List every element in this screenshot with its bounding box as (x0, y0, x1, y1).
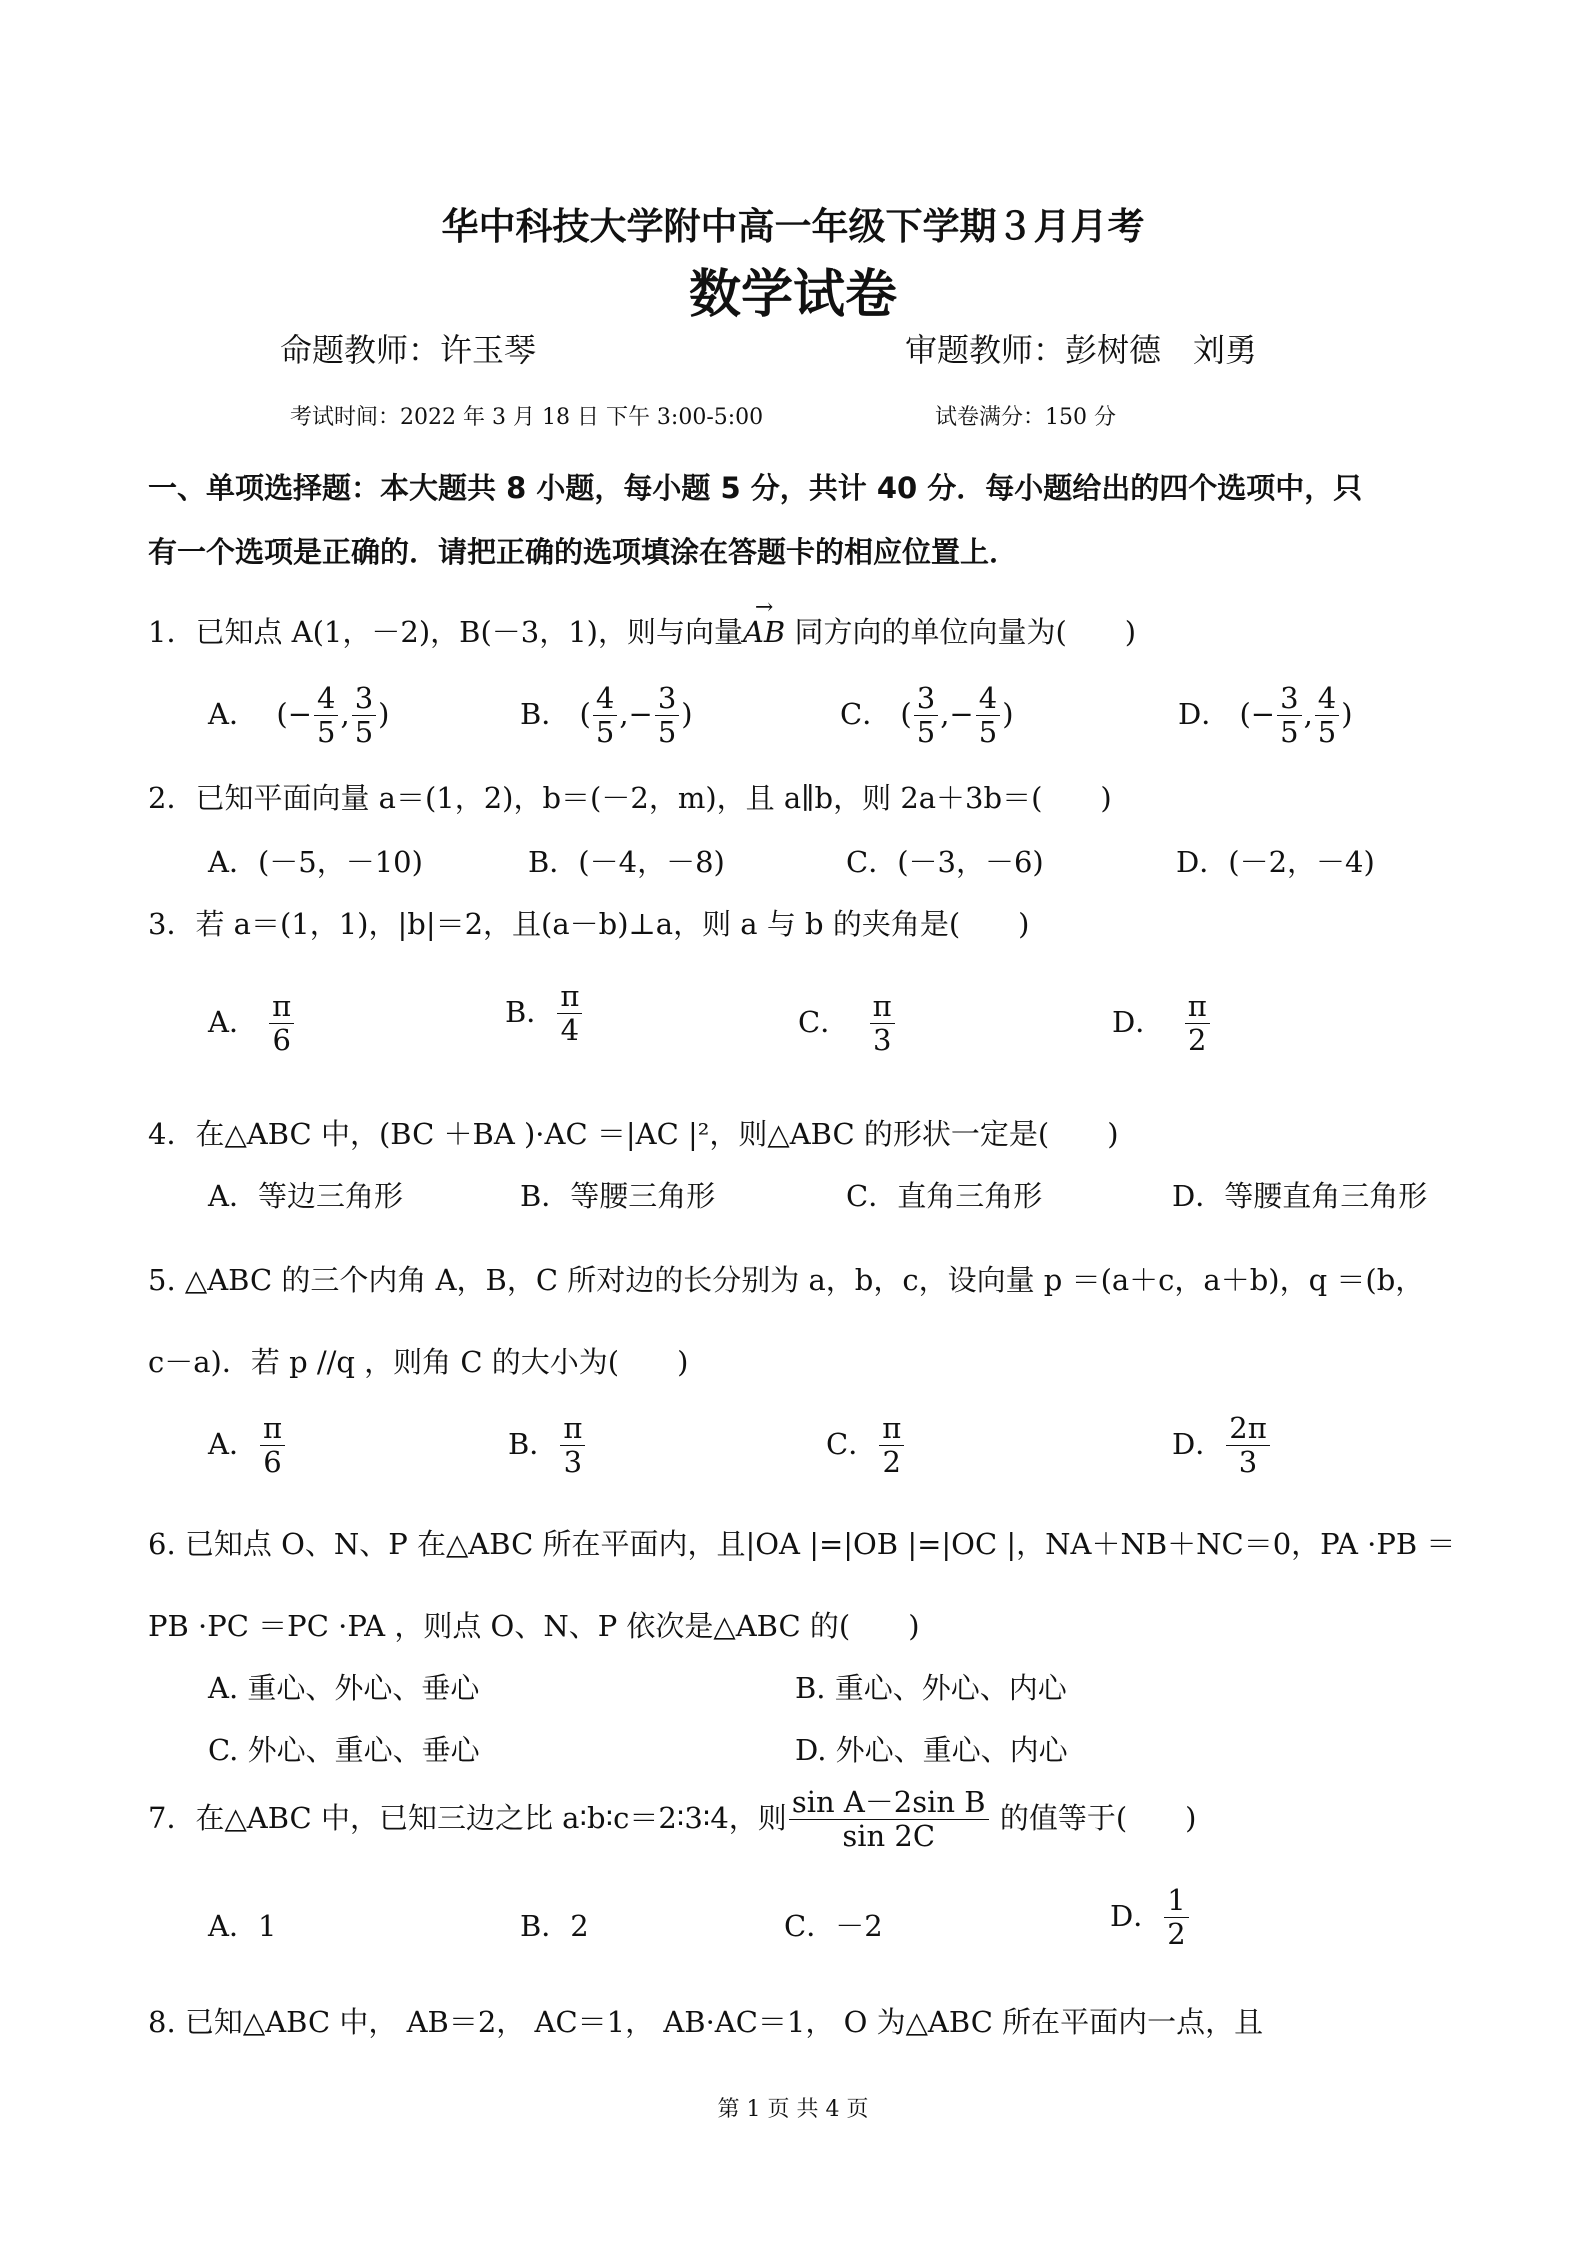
q5-option-a: A． $\frac{\pi}{6}$ (208, 1412, 287, 1480)
section-heading-line2: 有一个选项是正确的．请把正确的选项填涂在答题卡的相应位置上． (148, 535, 1019, 569)
q6-option-a: A. 重心、外心、垂心 (208, 1671, 480, 1705)
q1-option-d: D． (− $\frac{3}{5}$ , $\frac{4}{5}$ ) (1178, 681, 1353, 750)
q1-option-c: C． ( $\frac{3}{5}$ ,− $\frac{4}{5}$ ) (840, 681, 1014, 750)
q7-denominator: sin 2C (842, 1819, 936, 1854)
q3-option-b: B． $\frac{\pi}{4}$ (505, 980, 584, 1048)
question-4: 4．在△ABC 中，(BC ＋BA )·AC ＝|AC |²，则△ABC 的形状一定是( ) (148, 1117, 1119, 1151)
section-heading-line1: 一、单项选择题：本大题共 8 小题，每小题 5 分，共计 40 分．每小题给出的四个选项中，只 (148, 471, 1363, 505)
exam-time: 考试时间：2022 年 3 月 18 日 下午 3:00-5:00 (290, 405, 764, 430)
question-5-line1: 5. △ABC 的三个内角 A，B，C 所对边的长分别为 a，b，c，设向量 p ＝(a＋c，a＋b)，q ＝(b， (148, 1263, 1425, 1297)
q4-option-d: D．等腰直角三角形 (1172, 1179, 1428, 1213)
question-5-line2: c－a)．若 p //q ，则角 C 的大小为( ) (148, 1345, 689, 1379)
q1-option-a: A． (− $\frac{4}{5}$ , $\frac{3}{5}$ ) (208, 681, 390, 750)
q7-text-end: 的值等于( ) (990, 1800, 1197, 1835)
q2-option-c: C．(－3，－6) (846, 845, 1044, 879)
subject-title: 数学试卷 (688, 265, 897, 325)
question-7 (148, 1786, 1196, 1854)
question-8: 8. 已知△ABC 中， AB＝2， AC＝1， AB·AC＝1， O 为△ABC 所在平面内一点，且 (148, 2005, 1264, 2039)
question-6-line2: PB ·PC ＝PC ·PA ，则点 O、N、P 依次是△ABC 的( ) (148, 1609, 920, 1643)
q1-text: 1．已知点 A(1，－2)，B(－3，1)，则与向量 (148, 615, 743, 649)
q6-option-d: D. 外心、重心、内心 (795, 1733, 1068, 1767)
exam-title: 华中科技大学附中高一年级下学期３月月考 (441, 205, 1145, 248)
question-3: 3．若 a＝(1，1)，|b|＝2，且(a－b)⊥a，则 a 与 b 的夹角是( ) (148, 907, 1030, 941)
q4-option-a: A．等边三角形 (208, 1179, 403, 1213)
q5-option-b: B． $\frac{\pi}{3}$ (508, 1412, 587, 1480)
q7-option-d: D． $\frac{1}{2}$ (1110, 1884, 1191, 1952)
q7-text: 7．在△ABC 中，已知三边之比 a∶b∶c＝2∶3∶4，则 (148, 1800, 787, 1835)
q5-option-d: D． $\frac{2\pi}{3}$ (1172, 1412, 1272, 1480)
question-6-line1: 6. 已知点 O、N、P 在△ABC 所在平面内，且|OA |=|OB |=|OC |，NA＋NB＋NC＝0，PA ·PB ＝ (148, 1527, 1456, 1561)
q1-text-end: 同方向的单位向量为( ) (785, 615, 1137, 649)
q4-option-c: C．直角三角形 (846, 1179, 1043, 1213)
reviewer: 审题教师：彭树德 刘勇 (905, 331, 1258, 369)
q3-option-d: D． $\frac{\pi}{2}$ (1112, 990, 1212, 1058)
q7-numerator: sin A－2sin B (789, 1786, 989, 1820)
q3-option-a: A． $\frac{\pi}{6}$ (208, 990, 296, 1058)
q2-option-b: B．(－4，－8) (528, 845, 725, 879)
q1-vector: → AB (743, 615, 785, 649)
question-2: 2．已知平面向量 a＝(1，2)，b＝(－2，m)，且 a∥b，则 2a＋3b＝( ) (148, 781, 1112, 815)
q2-option-a: A．(－5，－10) (208, 845, 423, 879)
setter: 命题教师：许玉琴 (280, 331, 537, 369)
page-footer: 第 1 页 共 4 页 (717, 2097, 869, 2122)
q7-option-a: A．1 (208, 1909, 277, 1943)
q7-fraction (789, 1786, 989, 1854)
q7-option-c: C．－2 (784, 1909, 883, 1943)
q3-option-c: C． $\frac{\pi}{3}$ (798, 990, 897, 1058)
question-1 (148, 610, 1136, 651)
q6-option-b: B. 重心、外心、内心 (795, 1671, 1067, 1705)
q1-option-b: B． ( $\frac{4}{5}$ ,− $\frac{3}{5}$ ) (520, 681, 693, 750)
q7-option-b: B．2 (520, 1909, 589, 1943)
q2-option-d: D．(－2，－4) (1176, 845, 1375, 879)
exam-score: 试卷满分：150 分 (935, 405, 1116, 430)
q5-option-c: C． $\frac{\pi}{2}$ (826, 1412, 906, 1480)
q6-option-c: C. 外心、重心、垂心 (208, 1733, 480, 1767)
q4-option-b: B．等腰三角形 (520, 1179, 716, 1213)
